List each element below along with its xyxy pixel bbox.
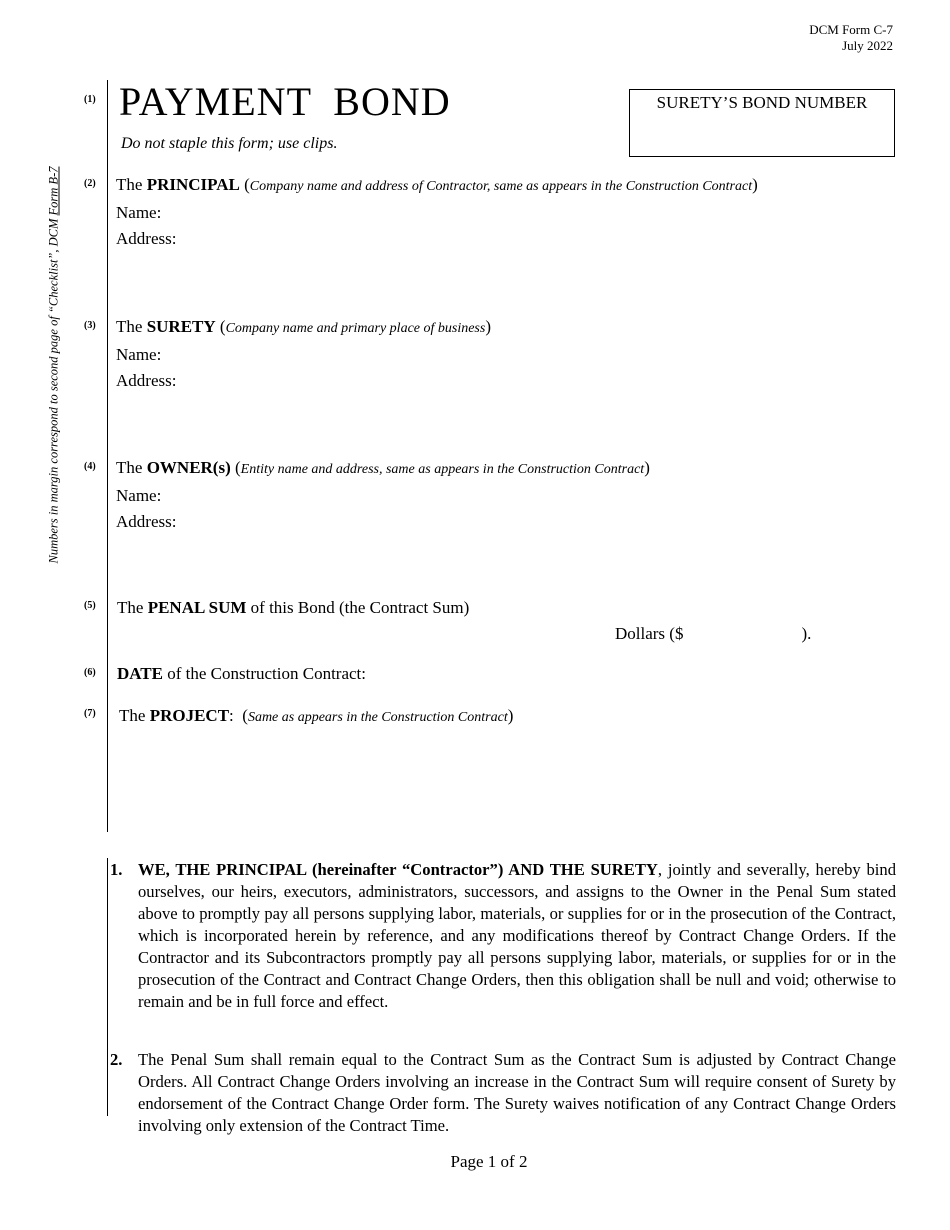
clause-1-number: 1. xyxy=(110,860,123,879)
contract-date-field[interactable] xyxy=(117,661,366,687)
principal-desc: Company name and address of Contractor, same as appears in the Construction Contract xyxy=(249,179,753,194)
bond-number-label: SURETY’S BOND NUMBER xyxy=(656,93,868,112)
date-suffix: of the Construction Contract: xyxy=(162,664,367,683)
penal-sum-label: PENAL SUM xyxy=(147,598,247,617)
clause-1-lead: WE, THE PRINCIPAL (hereinafter “Contractor”) AND THE SURETY xyxy=(138,860,658,879)
project-colon: : xyxy=(229,706,243,725)
margin-rule-bottom xyxy=(107,858,108,1116)
principal-heading: The PRINCIPAL (Company name and address of Contractor, same as appears in the Construction Contract) xyxy=(116,175,758,194)
surety-heading: The SURETY (Company name and primary place of business) xyxy=(116,317,492,336)
margin-note-form-ref: Form B-7 xyxy=(46,166,61,216)
owner-name-field[interactable]: Name: xyxy=(116,486,162,505)
project-label: PROJECT xyxy=(149,706,230,725)
clause-1-text: , jointly and severally, hereby bind ourselves, our heirs, executors, administrators, successors, and assigns to the Owner in the Penal Sum stated above to promptly pay all persons supplying labor, materials, or supplies for or in the prosecution of the Contract, which is incorporated herein by reference, and any modifications thereof by Contract Change Orders. If the Contractor and its Subcontractors promptly pay all persons supplying labor, materials, or supplies for or in the prosecution of the Contract and Contract Change Orders, then this obligation shall be null and void; otherwise to remain and be in full force and effect. xyxy=(138,860,897,1011)
owner-address-field[interactable]: Address: xyxy=(116,512,177,531)
owner-label: OWNER(s) xyxy=(146,458,231,477)
margin-number-5: (5) xyxy=(84,600,96,611)
form-id: DCM Form C-7 xyxy=(809,22,893,37)
margin-number-6: (6) xyxy=(84,667,96,678)
contract-date-heading xyxy=(117,661,366,687)
dollars-label: Dollars ($ xyxy=(615,624,684,643)
form-date: July 2022 xyxy=(842,38,893,53)
bond-number-box[interactable] xyxy=(629,89,895,157)
margin-number-2: (2) xyxy=(84,178,96,189)
margin-number-1: (1) xyxy=(84,94,96,105)
dollars-close: ). xyxy=(801,624,812,643)
owner-prefix: The xyxy=(116,458,147,477)
page-number: Page 1 of 2 xyxy=(450,1152,528,1171)
clause-2-number: 2. xyxy=(110,1050,123,1069)
principal-label: PRINCIPAL xyxy=(146,175,240,194)
principal-address-field[interactable]: Address: xyxy=(116,229,177,248)
surety-address-field[interactable]: Address: xyxy=(116,371,177,390)
dollars-field[interactable] xyxy=(615,624,811,644)
owner-section xyxy=(116,455,650,535)
project-prefix: The xyxy=(119,706,150,725)
staple-note: Do not staple this form; use clips. xyxy=(121,135,338,152)
margin-note xyxy=(47,135,62,595)
penal-sum-heading xyxy=(117,595,469,621)
clause-2 xyxy=(110,1049,896,1137)
clause-2-text: The Penal Sum shall remain equal to the Contract Sum as the Contract Sum is adjusted by Contract Change Orders. All Contract Change Orders involving an increase in the Contract Sum will require consent of Surety by endorsement of the Contract Change Order form. The Surety waives notification of any Contract Change Orders involving only extension of the Contract Time. xyxy=(138,1050,896,1135)
surety-desc: Company name and primary place of business xyxy=(225,321,486,336)
margin-rule-top xyxy=(107,80,108,832)
surety-section xyxy=(116,314,491,394)
form-identifier xyxy=(809,22,893,54)
margin-number-7: (7) xyxy=(84,708,96,719)
penal-sum-section xyxy=(117,595,469,621)
surety-label: SURETY xyxy=(146,317,216,336)
margin-note-text: Numbers in margin correspond to second page of “Checklist”, DCM xyxy=(46,215,61,564)
penal-sum-prefix: The xyxy=(117,598,148,617)
surety-name-field[interactable]: Name: xyxy=(116,345,162,364)
principal-prefix: The xyxy=(116,175,147,194)
principal-name-field[interactable]: Name: xyxy=(116,203,162,222)
owner-desc: Entity name and address, same as appears in the Construction Contract xyxy=(240,462,645,477)
penal-sum-suffix: of this Bond (the Contract Sum) xyxy=(246,598,470,617)
surety-prefix: The xyxy=(116,317,147,336)
margin-number-4: (4) xyxy=(84,461,96,472)
project-heading: The PROJECT: (Same as appears in the Construction Contract) xyxy=(119,706,514,725)
margin-number-3: (3) xyxy=(84,320,96,331)
page-title: PAYMENT BOND xyxy=(119,79,451,124)
owner-heading: The OWNER(s) (Entity name and address, same as appears in the Construction Contract) xyxy=(116,458,650,477)
project-desc: Same as appears in the Construction Contract xyxy=(247,710,508,725)
project-section[interactable] xyxy=(119,703,513,731)
date-label: DATE xyxy=(117,664,163,683)
clause-1 xyxy=(110,859,896,1013)
principal-section xyxy=(116,172,758,252)
